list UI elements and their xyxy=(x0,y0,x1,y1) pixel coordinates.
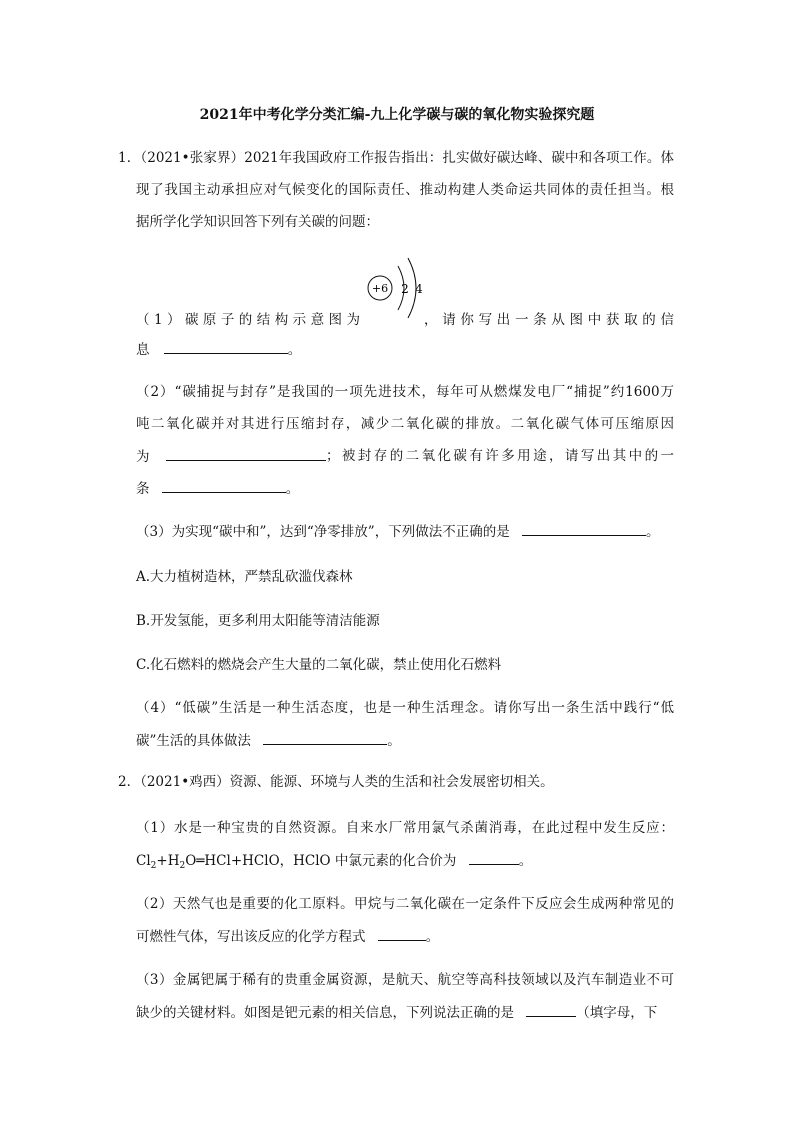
q1-sub4-blank[interactable] xyxy=(263,730,387,745)
q2-sub2-text-2: 可燃性气体，写出该反应的化学方程式 xyxy=(136,929,366,945)
q1-sub1-answer-blank[interactable] xyxy=(164,339,288,354)
q1-sub1-part-b: ，请你写出一条从图中获取的信 xyxy=(424,312,674,328)
q1-sub1-line-2 xyxy=(136,339,301,360)
q2-sub1-line-2 xyxy=(136,850,532,876)
q1-sub2-text-3a: 为 xyxy=(136,449,150,465)
q1-sub1-text-c: 息 xyxy=(136,342,150,358)
q2-sub1-blank[interactable] xyxy=(469,850,519,865)
q2-sub1-tail: ，HClO 中氯元素的化合价为 xyxy=(279,853,457,869)
q2-sub3-text-2: 缺少的关键材料。如图是钯元素的相关信息，下列说法正确的是 xyxy=(136,1005,514,1021)
q1-source: （2021•张家界） xyxy=(140,150,245,166)
q2-sub1-end: 。 xyxy=(518,853,533,869)
q1-sub2-line-3a xyxy=(136,446,326,467)
q2-sub2-end: 。 xyxy=(425,929,440,945)
q2-source: （2021•鸡西） xyxy=(140,774,230,790)
q2-line-1 xyxy=(118,772,554,792)
q1-sub2-line-4 xyxy=(136,478,299,499)
q2-sub1-line-1: （1）水是一种宝贵的自然资源。自来水厂常用氯气杀菌消毒，在此过程中发生反应： xyxy=(136,820,674,836)
atom-nucleus-charge: +6 xyxy=(371,282,389,295)
q2-text: 资源、能源、环境与人类的生活和社会发展密切相关。 xyxy=(229,774,554,790)
q1-option-a: A.大力植树造林，严禁乱砍滥伐森林 xyxy=(136,569,353,585)
q1-option-b: B.开发氢能，更多利用太阳能等清洁能源 xyxy=(136,613,380,629)
q2-sub2-blank[interactable] xyxy=(378,926,426,941)
q1-sub2-blank-2[interactable] xyxy=(162,478,286,493)
q1-sub3-line xyxy=(136,521,660,542)
q1-sub2-end: 。 xyxy=(285,481,300,497)
atom-shell-2-electrons: 4 xyxy=(415,282,423,296)
q2-sub3-blank[interactable] xyxy=(526,1002,576,1017)
q1-sub4-line-2 xyxy=(136,730,401,751)
q1-sub2-line-3b: ；被封存的二氧化碳有许多用途，请写出其中的一 xyxy=(326,448,674,464)
q1-option-c: C.化石燃料的燃烧会产生大量的二氧化碳，禁止使用化石燃料 xyxy=(136,657,502,673)
q2-number: 2． xyxy=(118,774,141,790)
q1-sub2-line-1: （2）“碳捕捉与封存”是我国的一项先进技术，每年可从燃煤发电厂“捕捉”约1600万 xyxy=(136,384,674,400)
q1-line-3: 据所学化学知识回答下列有关碳的问题： xyxy=(136,214,379,230)
q1-sub2-line-2: 吨二氧化碳并对其进行压缩封存，减少二氧化碳的排放。二氧化碳气体可压缩原因 xyxy=(136,416,674,432)
q1-sub4-text-2: 碳”生活的具体做法 xyxy=(136,733,251,749)
q1-line-2: 现了我国主动承担应对气候变化的国际责任、推动构建人类命运共同体的责任担当。根 xyxy=(136,182,674,198)
q1-sub1-part-a: （1）碳原子的结构示意图为 xyxy=(136,312,360,328)
q1-sub1-end: 。 xyxy=(287,342,302,358)
q2-equation: $Cl_2+H_2O═HCl+HClO$ xyxy=(136,853,280,871)
q2-sub2-line-1: （2）天然气也是重要的化工原料。甲烷与二氧化碳在一定条件下反应会生成两种常见的 xyxy=(136,896,674,912)
q2-sub3-tail: （填字母，下 xyxy=(576,1005,658,1021)
page-title: 2021年中考化学分类汇编-九上化学碳与碳的氧化物实验探究题 xyxy=(199,107,595,123)
q1-sub3-end: 。 xyxy=(646,524,660,540)
q1-sub3-blank[interactable] xyxy=(522,521,646,536)
q2-sub3-line-2 xyxy=(136,1002,657,1023)
q1-sub4-end: 。 xyxy=(387,733,401,749)
q1-sub4-line-1: （4）“低碳”生活是一种生活态度，也是一种生活理念。请你写出一条生活中践行“低 xyxy=(136,700,674,716)
q1-sub2-blank-1[interactable] xyxy=(166,446,326,461)
atom-shell-1-electrons: 2 xyxy=(401,282,409,296)
q1-sub3-text: （3）为实现“碳中和”，达到“净零排放”，下列做法不正确的是 xyxy=(136,524,510,540)
q1-sub2-text-4: 条 xyxy=(136,481,150,497)
q1-line-1 xyxy=(118,148,674,168)
q2-sub3-line-1: （3）金属钯属于稀有的贵重金属资源，是航天、航空等高科技领域以及汽车制造业不可 xyxy=(136,972,674,988)
q1-number: 1． xyxy=(118,150,141,166)
q1-text-1: 2021年我国政府工作报告指出：扎实做好碳达峰、碳中和各项工作。体 xyxy=(244,150,674,166)
q2-sub2-line-2 xyxy=(136,926,439,947)
